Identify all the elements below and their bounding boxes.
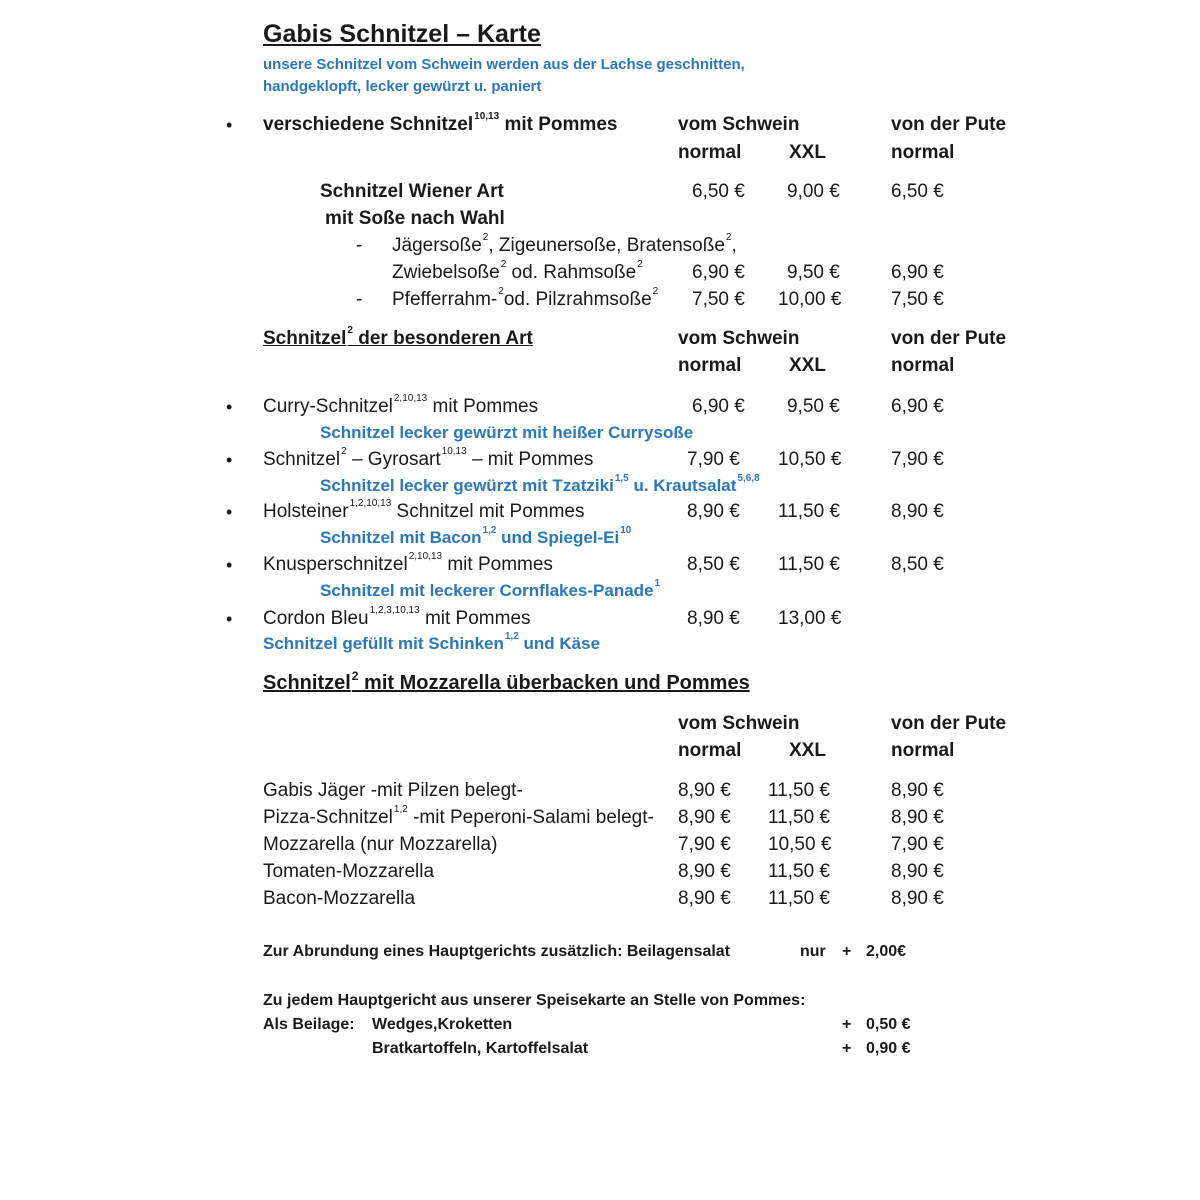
price-pork-xxl: 9,00 € [787,181,840,202]
price-pork-normal: 8,90 € [678,888,731,909]
price-pork-normal: 8,90 € [678,807,731,828]
column-normal: normal [891,142,955,163]
footnote-ref: 1,2 [482,525,497,536]
salad-label: Zur Abrundung eines Hauptgerichts zusätzlich: Beilagensalat [263,943,731,960]
footnote-ref: 1,2,3,10,13 [369,605,420,616]
price-pork-xxl: 11,50 € [778,501,840,522]
plus-sign: + [842,1016,852,1033]
price-turkey-normal: 7,50 € [891,289,944,310]
item-description [320,525,632,548]
price-pork-xxl: 13,00 € [778,608,842,629]
bullet: • [226,555,233,575]
price-pork-xxl: 9,50 € [787,396,840,417]
price-pork-normal: 6,90 € [692,396,745,417]
column-turkey: von der Pute [891,713,1007,734]
price-turkey-normal: 7,90 € [891,449,944,470]
intro-line-2: handgeklopft, lecker gewürzt u. paniert [263,78,542,95]
footnote-ref: 1 [654,578,661,589]
item-name: Tomaten-Mozzarella [263,861,435,882]
section1-heading-text: verschiedene Schnitzel [263,114,474,135]
price-pork-xxl: 11,50 € [778,554,840,575]
salad-price: 2,00€ [866,943,907,960]
column-pork: vom Schwein [678,114,800,135]
sauce-name: , Zigeunersoße, Bratensoße [488,235,725,256]
side-option: Bratkartoffeln, Kartoffelsalat [372,1040,589,1057]
side-option: Wedges,Kroketten [372,1016,513,1033]
item-name: Mozzarella (nur Mozzarella) [263,834,498,855]
column-xxl: XXL [789,142,826,163]
price-pork-normal: 8,50 € [687,554,740,575]
item-name-suffix: mit Pommes [419,608,531,629]
price-pork-xxl: 10,00 € [778,289,842,310]
intro-line-1: unsere Schnitzel vom Schwein werden aus der Lachse geschnitten, [263,56,745,73]
price-turkey-normal: 6,50 € [891,181,944,202]
price-turkey-normal: 7,90 € [891,834,944,855]
item-name-text: Pizza-Schnitzel [263,807,393,828]
price-pork-xxl: 11,50 € [768,780,830,801]
item-description-text: u. Krautsalat [628,476,737,495]
sauce-line [392,232,737,257]
item-name [263,804,654,829]
footnote-ref: 1,2 [504,631,519,642]
bullet: • [226,115,233,135]
price-pork-normal: 6,90 € [692,262,745,283]
item-name-suffix: – mit Pommes [466,449,594,470]
section2-heading-text: Schnitzel [263,328,347,349]
item-name-text: Holsteiner [263,501,349,522]
column-turkey: von der Pute [891,328,1007,349]
footnote-ref: 2 [500,259,507,270]
column-turkey: von der Pute [891,114,1007,135]
item-description: Schnitzel lecker gewürzt mit heißer Currysoße [320,423,694,442]
footnote-ref: 2 [725,232,732,243]
column-xxl: XXL [789,355,826,376]
sauce-name: Pfefferrahm- [392,289,498,310]
section2-heading [263,325,533,350]
price-pork-xxl: 11,50 € [768,888,830,909]
item-name-text: Cordon Bleu [263,608,369,629]
column-normal: normal [678,142,742,163]
price-turkey-normal: 6,90 € [891,396,944,417]
column-normal: normal [891,355,955,376]
column-xxl: XXL [789,740,826,761]
sauce-line [392,259,643,284]
footnote-ref: 10,13 [441,446,467,457]
section3-heading-suffix: mit Mozzarella überbacken und Pommes [358,672,750,694]
bullet: • [226,397,233,417]
sauce-name: od. Pilzrahmsoße [503,289,652,310]
price-pork-normal: 8,90 € [687,608,740,629]
price-pork-xxl: 10,50 € [768,834,832,855]
footnote-ref: 1,2 [393,804,408,815]
footnote-ref: 2 [637,259,643,270]
column-pork: vom Schwein [678,328,800,349]
footnote-ref: 2,10,13 [408,551,443,562]
item-name [263,605,531,630]
salad-only: nur [800,943,826,960]
side-price: 0,90 € [866,1040,911,1057]
price-pork-normal: 7,90 € [687,449,740,470]
sides-label: Als Beilage: [263,1016,355,1033]
item-name: Schnitzel Wiener Art [320,181,504,202]
sauce-name: Zwiebelsoße [392,262,500,283]
dash: - [356,289,363,310]
footnote-ref: 2 [482,232,489,243]
item-description-text: Schnitzel gefüllt mit Schinken [263,634,504,653]
sauce-name: Jägersoße [392,235,482,256]
item-name: Bacon-Mozzarella [263,888,416,909]
dash: - [356,235,363,256]
price-turkey-normal: 8,50 € [891,554,944,575]
footnote-ref: 2 [498,286,504,297]
price-pork-xxl: 9,50 € [787,262,840,283]
item-description [263,631,601,654]
column-pork: vom Schwein [678,713,800,734]
item-name-text: Knusperschnitzel [263,554,408,575]
sauce-label: mit Soße nach Wahl [325,208,505,229]
item-name-suffix: Schnitzel mit Pommes [391,501,585,522]
item-name-text: Schnitzel [263,449,341,470]
price-turkey-normal: 8,90 € [891,780,944,801]
footnote-ref: 10,13 [474,111,500,122]
price-turkey-normal: 8,90 € [891,888,944,909]
item-name-text: Curry-Schnitzel [263,396,393,417]
section1-heading-suffix: mit Pommes [504,114,618,135]
item-description-text: und Käse [518,634,601,653]
item-name-suffix: mit Pommes [442,554,553,575]
sides-intro: Zu jedem Hauptgericht aus unserer Speisekarte an Stelle von Pommes: [263,992,806,1009]
item-name: Gabis Jäger -mit Pilzen belegt- [263,780,523,801]
plus-sign: + [842,1040,852,1057]
item-name [263,393,539,418]
section3-heading-text: Schnitzel [263,672,351,694]
footnote-ref: 2 [341,446,347,457]
price-turkey-normal: 8,90 € [891,807,944,828]
item-description-text: Schnitzel mit leckerer Cornflakes-Panade [320,581,654,600]
item-name [263,446,594,471]
footnote-ref: 2 [652,286,659,297]
price-turkey-normal: 8,90 € [891,861,944,882]
item-name-text: – Gyrosart [346,449,441,470]
page-title: Gabis Schnitzel – Karte [263,20,541,48]
footnote-ref: 2,10,13 [393,393,428,404]
item-description-text: Schnitzel lecker gewürzt mit Tzatziki [320,476,614,495]
bullet: • [226,502,233,522]
price-turkey-normal: 6,90 € [891,262,944,283]
plus-sign: + [842,943,852,960]
footnote-ref: 10 [620,525,632,536]
price-pork-normal: 8,90 € [687,501,740,522]
item-description-text: und Spiegel-Ei [496,528,620,547]
item-description [320,578,661,601]
price-pork-normal: 7,50 € [692,289,745,310]
sauce-name: od. Rahmsoße [506,262,637,283]
item-name-suffix: mit Pommes [427,396,539,417]
section2-heading-suffix: der besonderen Art [352,328,533,349]
footnote-ref: 1,5 [614,473,629,484]
item-name [263,498,585,523]
bullet: • [226,609,233,629]
price-pork-xxl: 11,50 € [768,807,830,828]
item-description-text: Schnitzel mit Bacon [320,528,482,547]
item-name [263,551,553,576]
item-name-suffix: -mit Peperoni-Salami belegt- [407,807,654,828]
column-normal: normal [678,355,742,376]
side-price: 0,50 € [866,1016,911,1033]
column-normal: normal [678,740,742,761]
price-turkey-normal: 8,90 € [891,501,944,522]
price-pork-xxl: 11,50 € [768,861,830,882]
footnote-ref: 5,6,8 [737,473,760,484]
footnote-ref: 2 [351,669,359,683]
section1-heading [263,111,618,136]
item-description [320,473,760,496]
sauce-name: , [731,235,737,256]
section3-heading [263,669,750,695]
price-pork-normal: 8,90 € [678,861,731,882]
sauce-line [392,286,659,311]
price-pork-normal: 7,90 € [678,834,731,855]
price-pork-xxl: 10,50 € [778,449,842,470]
price-pork-normal: 6,50 € [692,181,745,202]
footnote-ref: 1,2,10,13 [349,498,392,509]
footnote-ref: 2 [347,325,353,336]
bullet: • [226,450,233,470]
column-normal: normal [891,740,955,761]
price-pork-normal: 8,90 € [678,780,731,801]
